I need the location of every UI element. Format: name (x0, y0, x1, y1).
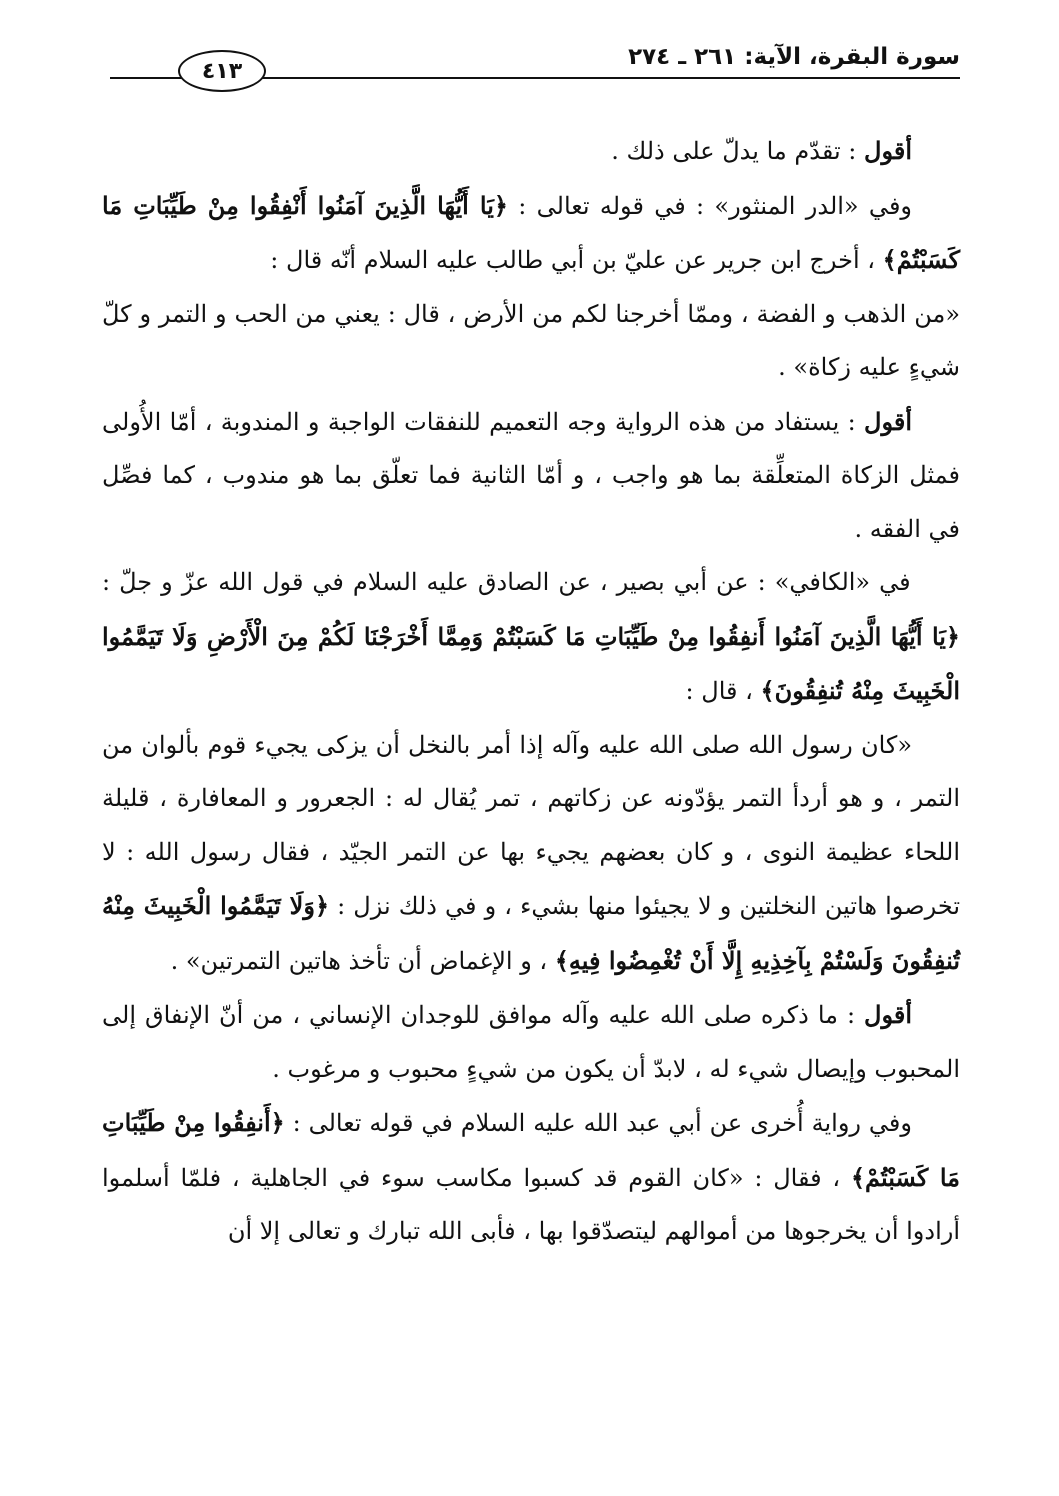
paragraph-8 (102, 1096, 960, 1259)
paragraph-text: «كان رسول الله صلى الله عليه وآله إذا أمر بالنخل أن يزكى يجيء قوم بألوان من التمر ، و هو أردأ التمر يؤدّونه عن زكاتهم ، تمر يُقال له : الجعرور و المعافارة ، قليلة اللحاء عظيمة النوى ، و كان بعضهم يجيء بها عن التمر الجيّد ، فقال رسول الله : لا تخرصوا هاتين النخلتين و لا يجيئوا منها بشيء ، و في ذلك نزل : (102, 730, 960, 920)
paragraph-lead: أقول (864, 406, 912, 436)
paragraph-text: وفي «الدر المنثور» : في قوله تعالى : (507, 191, 913, 220)
paragraph-text: في «الكافي» : عن أبي بصير ، عن الصادق عليه السلام في قول الله عزّ و جلّ : (102, 568, 911, 596)
quran-verse: ﴿يَا أَيُّهَا الَّذِينَ آمَنُوا أَنْفِقُوا مِنْ طَيِّبَاتِ مَا كَسَبْتُمْ﴾ (102, 190, 960, 274)
paragraph-5 (102, 556, 960, 719)
paragraph-1 (102, 124, 960, 179)
page-number: ٤١٣ (178, 50, 266, 92)
paragraph-text: : تقدّم ما يدلّ على ذلك . (611, 137, 857, 165)
paragraph-4 (102, 395, 960, 557)
paragraph-text: ، فقال : «كان القوم قد كسبوا مكاسب سوء في الجاهلية ، فلمّا أسلموا أرادوا أن يخرجوها من أموالهم ليتصدّقوا بها ، فأبى الله تبارك و تعالى إلا أن (102, 1163, 960, 1245)
quran-verse: ﴿أَنفِقُوا مِنْ طَيِّبَاتِ مَا كَسَبْتُمْ﴾ (102, 1108, 960, 1192)
body-text (102, 124, 960, 1259)
quran-verse: ﴿وَلَا تَيَمَّمُوا الْخَبِيثَ مِنْهُ تُنفِقُونَ وَلَسْتُمْ بِآخِذِيهِ إِلَّا أَنْ تُغْمِضُوا فِيهِ﴾ (102, 891, 960, 975)
page-header (110, 38, 960, 88)
paragraph-text: ، أخرج ابن جرير عن عليّ بن أبي طالب عليه السلام أنّه قال : (270, 246, 875, 274)
paragraph-text: وفي رواية أُخرى عن أبي عبد الله عليه السلام في قوله تعالى : (284, 1109, 912, 1137)
paragraph-text: ، قال : (685, 677, 753, 705)
paragraph-text: : ما ذكره صلى الله عليه وآله موافق للوجدان الإنساني ، من أنّ الإنفاق إلى المحبوب وإيصال شيء له ، لابدّ أن يكون من شيءٍ محبوب و مرغوب . (102, 1001, 960, 1083)
paragraph-text: : يستفاد من هذه الرواية وجه التعميم للنفقات الواجبة و المندوبة ، أمّا الأُولى فمثل الزكاة المتعلِّقة بما هو واجب ، و أمّا الثانية فما تعلّق بما هو مندوب ، كما فصِّل في الفقه . (102, 407, 960, 543)
paragraph-text: «من الذهب و الفضة ، وممّا أخرجنا لكم من الأرض ، قال : يعني من الحب و التمر و كلّ شيءٍ عليه زكاة» . (102, 299, 960, 381)
running-title: سورة البقرة، الآية: ٢٦١ ـ ٢٧٤ (628, 44, 960, 70)
paragraph-6 (102, 719, 960, 989)
paragraph-3 (102, 288, 960, 395)
paragraph-7 (102, 988, 960, 1096)
paragraph-lead: أقول (864, 136, 912, 165)
paragraph-2 (102, 179, 960, 288)
paragraph-text: ، و الإغماض أن تأخذ هاتين التمرتين» . (170, 946, 548, 975)
paragraph-lead: أقول (864, 1000, 912, 1029)
quran-verse: ﴿يَا أَيُّهَا الَّذِينَ آمَنُوا أَنفِقُوا مِنْ طَيِّبَاتِ مَا كَسَبْتُمْ وَمِمَّا أَخْرَجْنَا لَكُمْ مِنَ الْأَرْضِ وَلَا تَيَمَّمُوا الْخَبِيثَ مِنْهُ تُنفِقُونَ﴾ (102, 621, 960, 705)
